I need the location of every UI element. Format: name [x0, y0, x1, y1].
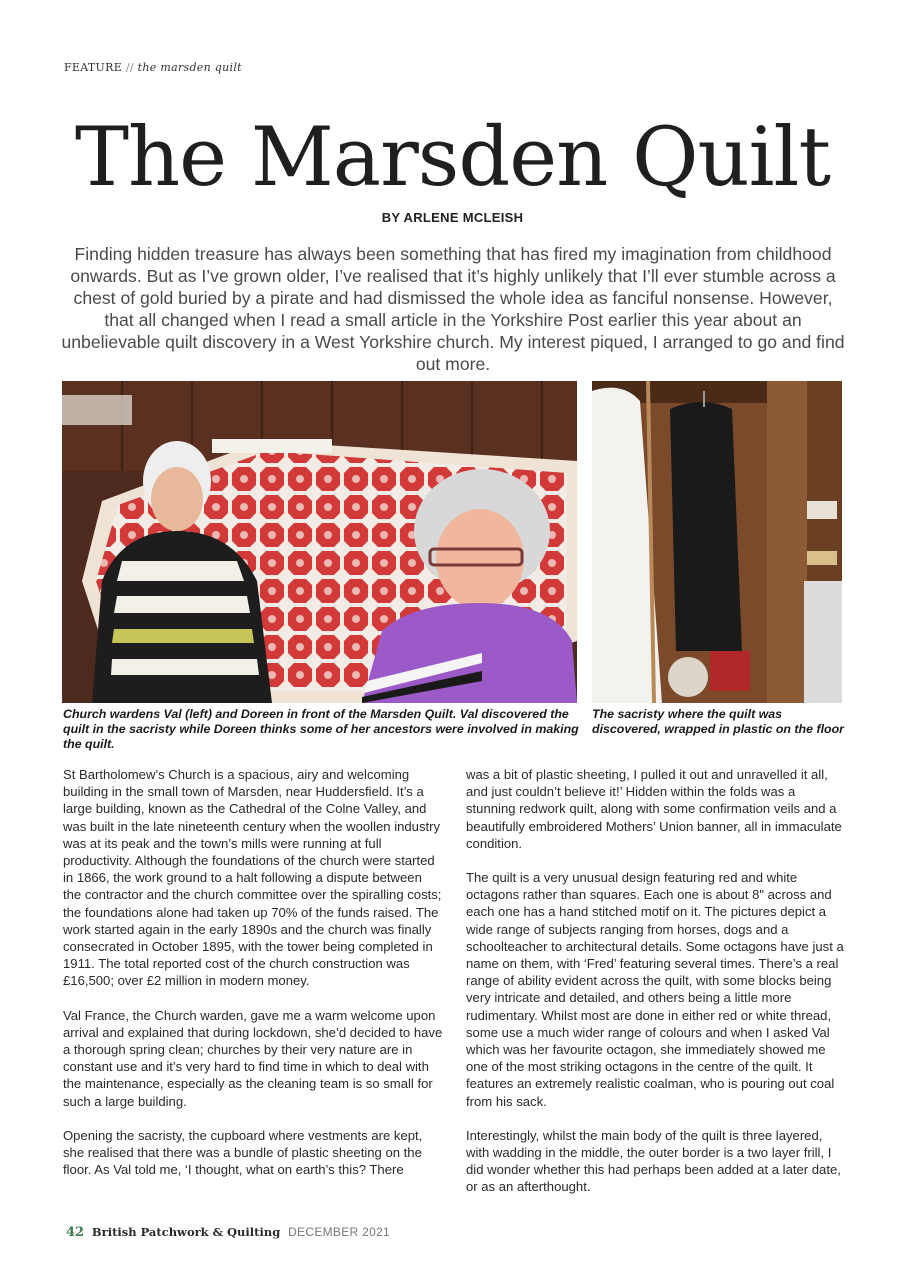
body-column-left — [63, 766, 443, 1195]
page-number: 42 — [66, 1225, 85, 1240]
article-title: The Marsden Quilt — [74, 111, 831, 205]
photo-church-wardens-quilt — [62, 381, 577, 703]
photo-sacristy — [592, 381, 842, 703]
body-paragraph: Interestingly, whilst the main body of the quilt is three layered, with wadding in the middle, the outer border is a two layer frill, I did wonder whether this had perhaps been added at a later date, or as an afterthought. — [466, 1127, 841, 1195]
magazine-name: British Patchwork & Quilting — [91, 1225, 281, 1239]
section-label: FEATURE — [64, 61, 123, 74]
article-standfirst: Finding hidden treasure has always been something that has fired my imagination from childhood onwards. But as I’ve grown older, I’ve realised that it’s highly unlikely that I’ll ever stumble across a chest of gold buried by a pirate and had dismissed the whole idea as fanciful nonsense. However, that all changed when I read a small article in the Yorkshire Post earlier this year about an unbelievable quilt discovery in a West Yorkshire church. My interest piqued, I arranged to go and find out more. — [61, 244, 845, 374]
body-column-right — [466, 766, 846, 1213]
caption-main-photo: Church wardens Val (left) and Doreen in front of the Marsden Quilt. Val discovered the quilt in the sacristy while Doreen thinks some of her ancestors were involved in making the quilt. — [63, 707, 579, 751]
body-paragraph: St Bartholomew’s Church is a spacious, airy and welcoming building in the small town of Marsden, near Huddersfield. It’s a large building, known as the Cathedral of the Colne Valley, and was built in the late nineteenth century when the woollen industry was at its peak and the town’s mills were running at full productivity. Although the foundations of the church were started in 1866, the work ground to a halt following a dispute between the contractor and the church committee over the spiralling costs; the foundations alone had taken up 70% of the funds raised. The work started again in the early 1890s and the church was finally consecrated in October 1895, with the tower being completed in 1911. The total reported cost of the church construction was £16,500; over £2 million in modern money. — [63, 767, 442, 989]
body-paragraph: Opening the sacristy, the cupboard where vestments are kept, she realised that there was a bundle of plastic sheeting on the floor. As Val told me, ‘I thought, what on earth’s this? There — [63, 1127, 423, 1178]
article-byline: BY ARLENE MCLEISH — [381, 210, 524, 225]
caption-sacristy-photo: The sacristy where the quilt was discovered, wrapped in plastic on the floor — [592, 707, 844, 736]
issue-date: DECEMBER 2021 — [288, 1225, 391, 1239]
section-topic: the marsden quilt — [137, 61, 242, 74]
body-paragraph: was a bit of plastic sheeting, I pulled it out and unravelled it all, and just couldn’t believe it!’ Hidden within the folds was a stunning redwork quilt, along with some confirmation veils and a beautifully embroidered Mothers’ Union banner, all in immaculate condition. — [466, 767, 842, 851]
section-kicker — [64, 61, 242, 74]
body-paragraph: Val France, the Church warden, gave me a warm welcome upon arrival and explained that during lockdown, she’d decided to have a thorough spring clean; churches by their very nature are in constant use and it’s very hard to find time in which to deal with the maintenance, especially as the cleaning team is so small for such a large building. — [63, 1007, 443, 1109]
section-separator: // — [125, 61, 134, 74]
page-footer — [66, 1225, 390, 1240]
body-paragraph: The quilt is a very unusual design featuring red and white octagons rather than squares. Each one is about 8" across and each one has a hand stitched motif on it. The pictures depict a wide range of subjects ranging from horses, dogs and a schoolteacher to architectural details. Some octagons have just a name on them, with ‘Fred’ featuring several times. There’s a real range of ability evident across the quilt, with some blocks being very intricate and detailed, and others being a little more rudimentary. Whilst most are done in either red or white thread, some use a much wider range of colours and when I asked Val which was her favourite octagon, she immediately showed me one of the most striking octagons in the centre of the quilt. It features an extremely realistic coalman, who is pouring out coal from his sack. — [466, 870, 844, 1109]
